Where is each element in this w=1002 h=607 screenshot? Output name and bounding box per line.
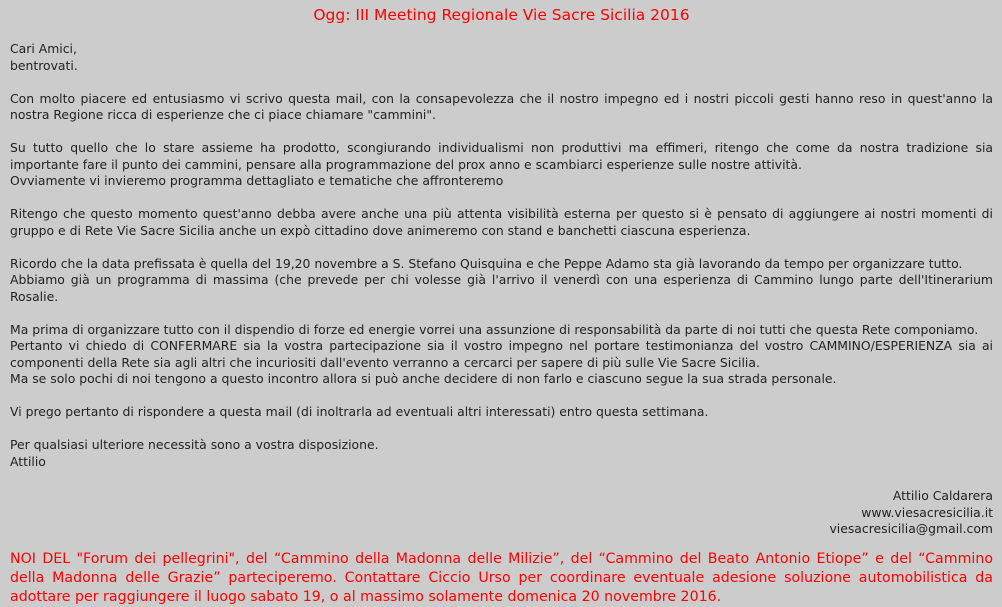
signature-website-link[interactable]: www.viesacresicilia.it — [861, 504, 993, 520]
paragraph-line: Vi prego pertanto di rispondere a questa mail (di inoltrarla ad eventuali altri interessati) entro questa settimana. — [10, 404, 709, 419]
paragraph-line: Con molto piacere ed entusiasmo vi scrivo questa mail, con la consapevolezza che il nostro impegno ed i nostri piccoli gesti hanno reso in quest'anno la nostra Regione ricca di esperienze che ci piace chiamare "cammini". — [10, 90, 993, 122]
greeting-line: bentrovati. — [10, 57, 78, 73]
signature-name: Attilio Caldarera — [892, 488, 993, 503]
paragraph-line: Ma prima di organizzare tutto con il dispendio di forze ed energie vorrei una assunzione di responsabilità da parte di noi tutti che questa Rete componiamo. — [10, 321, 979, 337]
paragraph-line: Per qualsiasi ulteriore necessità sono a vostra disposizione. — [10, 437, 379, 452]
email-body — [10, 41, 993, 470]
paragraph-line: Pertanto vi chiedo di CONFERMARE sia la vostra partecipazione sia il vostro impegno nel portare testimonianza del vostro CAMMINO/ESPERIENZA sia ai componenti della Rete sia agli altri che incuriositi dall'evento verranno a cercarci per sapere di più sulle Vie Sacre Sicilia. — [10, 338, 993, 370]
paragraph-line: Ovviamente vi invieremo programma dettagliato e tematiche che affronteremo — [10, 173, 504, 188]
signature-block — [10, 488, 993, 538]
greeting — [10, 41, 993, 74]
greeting-line: Cari Amici, — [10, 41, 77, 56]
paragraph-cammini — [10, 140, 993, 190]
paragraph-line: Ma se solo pochi di noi tengono a questo incontro allora si può anche decidere di non farlo e ciascuno segue la sua strada personale. — [10, 371, 837, 386]
email-subject: Ogg: III Meeting Regionale Vie Sacre Sicilia 2016 — [313, 6, 690, 24]
forum-note: NOI DEL "Forum dei pellegrini", del “Cammino della Madonna delle Milizie”, del “Cammino del Beato Antonio Etiope” e del “Cammino della Madonna delle Grazie” parteciperemo. Contattare Ciccio Urso per coordinare eventuale adesione soluzione automobilistica da adottare per raggiungere il luogo sabato 19, o al massimo solamente domenica 20 novembre 2016. — [10, 550, 993, 605]
paragraph-line: Ritengo che questo momento quest'anno debba avere anche una più attenta visibilità esterna per questo si è pensato di aggiungere ai nostri momenti di gruppo e di Rete Vie Sacre Sicilia anche un expò cittadino dove animeremo con stand e banchetti ciascuna esperienza. — [10, 206, 993, 238]
paragraph-line: Attilio — [10, 453, 46, 469]
paragraph-intro — [10, 91, 993, 124]
paragraph-closing — [10, 437, 993, 470]
paragraph-line: Su tutto quello che lo stare assieme ha prodotto, scongiurando individualismi non produttivi ma effimeri, ritengo che come da nostra tradizione sia importante fare il punto dei cammini, pensare alla programmazione del prox anno e scambiarci esperienze sulle nostre attività. — [10, 140, 993, 172]
paragraph-visibility — [10, 206, 993, 239]
paragraph-confirm — [10, 322, 993, 388]
signature-email-link[interactable]: viesacresicilia@gmail.com — [829, 521, 993, 536]
paragraph-line: Abbiamo già un programma di massima (che prevede per chi volesse già l'arrivo il venerdì con una esperienza di Cammino lungo parte dell'Itinerarium Rosalie. — [10, 272, 993, 304]
paragraph-line: Ricordo che la data prefissata è quella del 19,20 novembre a S. Stefano Quisquina e che Peppe Adamo sta già lavorando da tempo per organizzare tutto. — [10, 255, 963, 271]
paragraph-date — [10, 256, 993, 306]
paragraph-reply — [10, 404, 993, 421]
